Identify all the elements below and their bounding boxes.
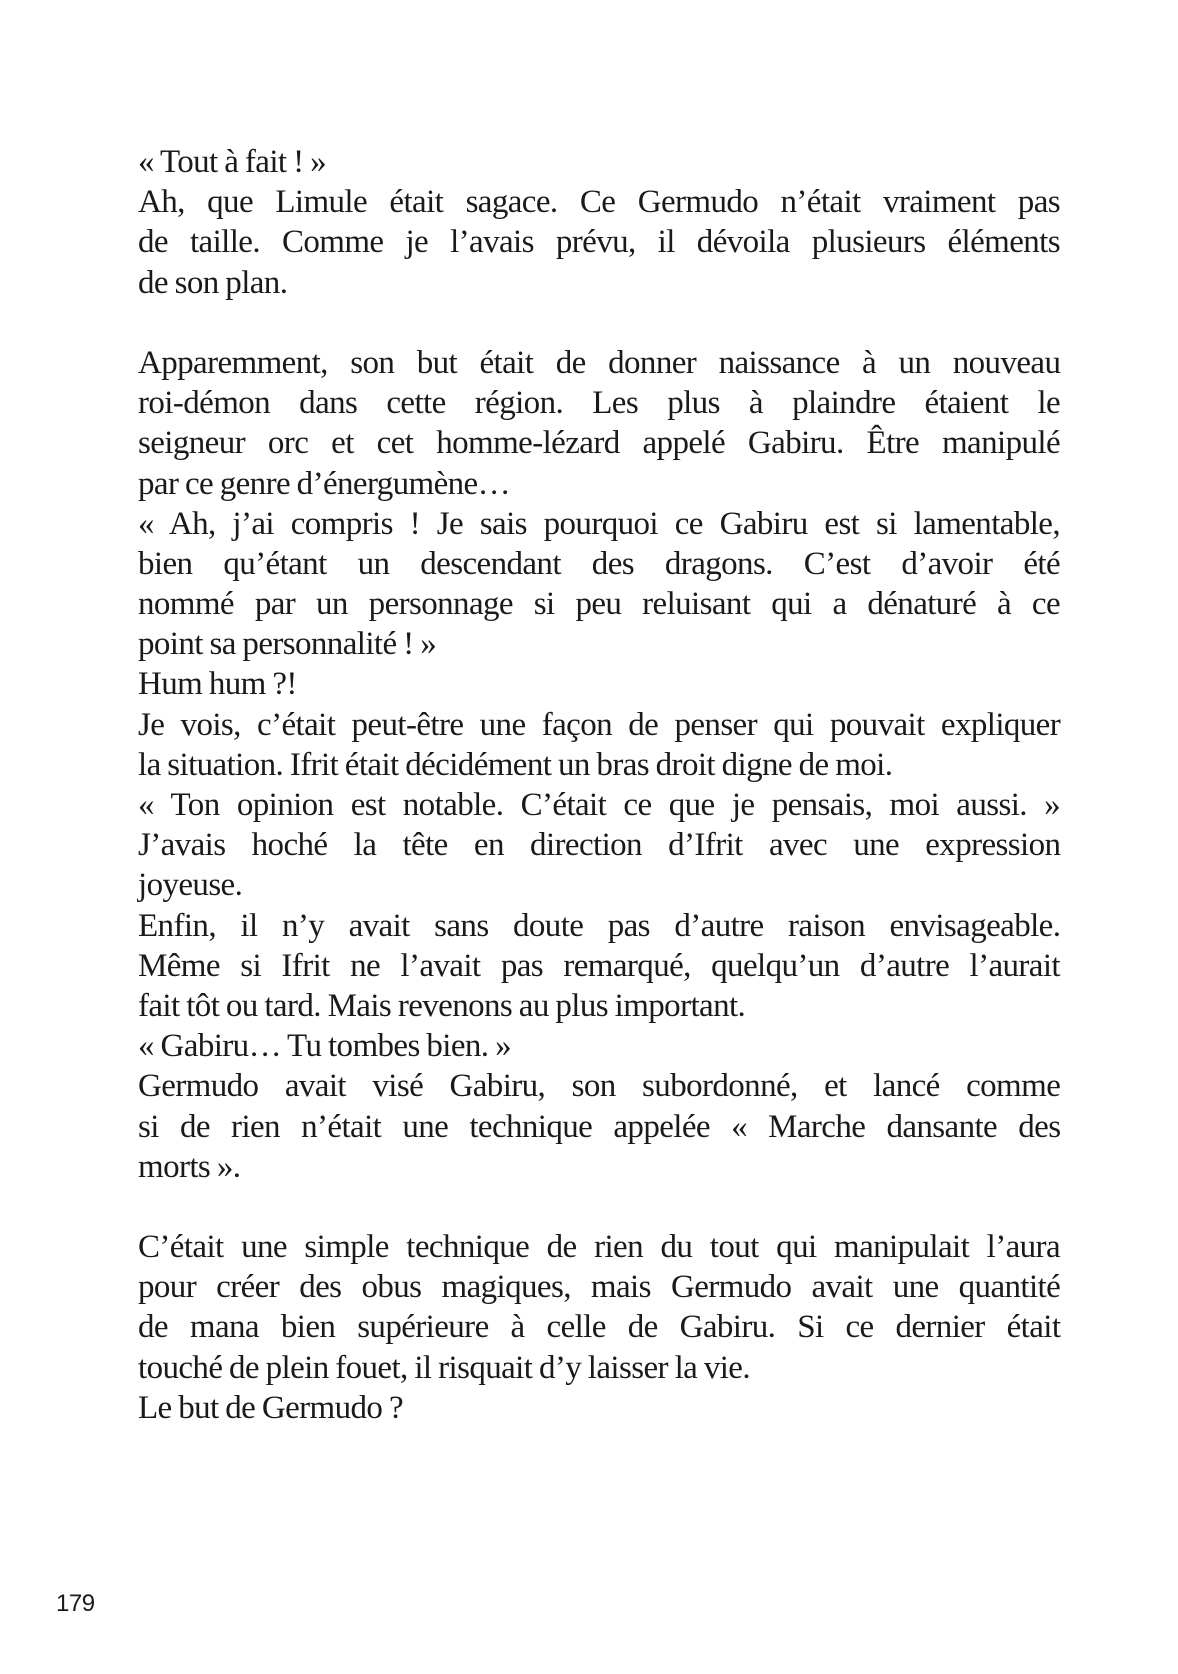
- paragraph-break: [138, 1187, 1060, 1227]
- text-line: Germudo avait visé Gabiru, son subordonné, et lancé comme: [138, 1068, 1061, 1105]
- text-line: J’avais hoché la tête en direction d’Ifrit avec une expression: [138, 827, 1061, 864]
- text-line: si de rien n’était une technique appelée « Marche dansante des: [138, 1108, 1061, 1145]
- text-line: la situation. Ifrit était décidément un bras droit digne de moi.: [138, 746, 893, 783]
- text-line: morts ».: [138, 1148, 241, 1185]
- text-line: touché de plein fouet, il risquait d’y laisser la vie.: [138, 1349, 750, 1386]
- text-line: « Gabiru… Tu tombes bien. »: [138, 1028, 511, 1065]
- text-line: « Ah, j’ai compris ! Je sais pourquoi ce Gabiru est si lamentable,: [138, 505, 1060, 542]
- paragraph-break: [138, 303, 1060, 343]
- text-line: « Ton opinion est notable. C’était ce que je pensais, moi aussi. »: [138, 787, 1061, 823]
- text-line: bien qu’étant un descendant des dragons. C’est d’avoir été: [138, 545, 1060, 582]
- page-body-text: [138, 142, 1060, 1428]
- text-line: point sa personnalité ! »: [138, 626, 437, 663]
- text-line: de taille. Comme je l’avais prévu, il dévoila plusieurs éléments: [138, 224, 1060, 261]
- text-line: pour créer des obus magiques, mais Germudo avait une quantité: [138, 1269, 1061, 1306]
- text-line: Ah, que Limule était sagace. Ce Germudo n’était vraiment pas: [138, 184, 1060, 221]
- text-line: Le but de Germudo ?: [138, 1389, 404, 1426]
- text-line: « Tout à fait ! »: [138, 144, 327, 180]
- text-line: Je vois, c’était peut-être une façon de penser qui pouvait expliquer: [138, 706, 1061, 743]
- text-line: joyeuse.: [138, 867, 243, 904]
- text-line: C’était une simple technique de rien du tout qui manipulait l’aura: [138, 1229, 1060, 1266]
- text-line: Hum hum ?!: [138, 666, 297, 703]
- text-line: de son plan.: [138, 264, 288, 301]
- text-line: fait tôt ou tard. Mais revenons au plus important.: [138, 987, 746, 1024]
- text-line: seigneur orc et cet homme-lézard appelé Gabiru. Être manipulé: [138, 425, 1060, 462]
- text-line: Enfin, il n’y avait sans doute pas d’autre raison envisageable.: [138, 907, 1061, 944]
- text-line: Même si Ifrit ne l’avait pas remarqué, quelqu’un d’autre l’aurait: [138, 947, 1060, 984]
- text-line: par ce genre d’énergumène…: [138, 465, 511, 502]
- text-line: de mana bien supérieure à celle de Gabiru. Si ce dernier était: [138, 1309, 1061, 1346]
- text-line: roi-démon dans cette région. Les plus à plaindre étaient le: [138, 385, 1060, 422]
- text-line: Apparemment, son but était de donner naissance à un nouveau: [138, 344, 1061, 381]
- page-number: 179: [56, 1590, 95, 1617]
- text-line: nommé par un personnage si peu reluisant qui a dénaturé à ce: [138, 586, 1060, 623]
